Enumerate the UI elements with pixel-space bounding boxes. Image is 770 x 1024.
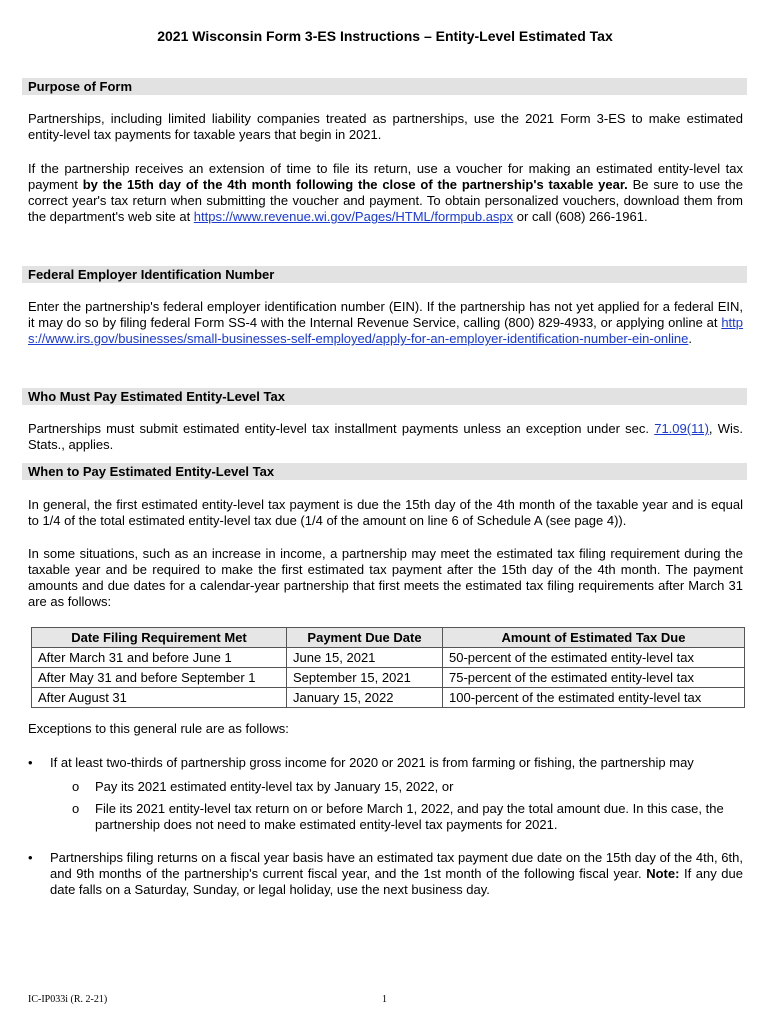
table-row: [32, 688, 745, 708]
purpose-paragraph-2: [28, 161, 743, 225]
when-paragraph-1: In general, the first estimated entity-level tax payment is due the 15th day of the 4th month of the taxable year and is equal to 1/4 of the total estimated entity-level tax due (1/4 of the amount on line 6 of Schedule A (see page 4)).: [28, 497, 743, 528]
sub-bullet-marker: o: [72, 801, 80, 816]
section-heading-fein: Federal Employer Identification Number: [22, 266, 747, 283]
purpose-p2-text-a: If the partnership receives an extension of time to file its return, use a voucher for making an estimated entity-level tax payment: [28, 161, 743, 192]
exceptions-intro: Exceptions to this general rule are as follows:: [28, 721, 289, 736]
purpose-p2-text-b: Be sure to use the correct year's tax return when submitting the voucher and payment. To obtain personalized vouchers, download them from the department's web site at: [28, 177, 743, 224]
form-id-footer: IC-IP033i (R. 2-21): [28, 994, 108, 1005]
table-header-cell: Date Filing Requirement Met: [32, 628, 287, 648]
irs-ein-online-link[interactable]: https://www.irs.gov/businesses/small-businesses-self-employed/apply-for-an-employer-identification-number-ein-online: [28, 315, 743, 346]
who-text-b: , Wis. Stats., applies.: [28, 421, 743, 452]
table-cell: 75-percent of the estimated entity-level tax: [443, 668, 745, 688]
bullet-marker: •: [28, 755, 33, 770]
bullet-2-text: Partnerships filing returns on a fiscal year basis have an estimated tax payment due date on the 15th day of the 4th, 6th, and 9th months of the partnership's current fiscal year, and the 1st month of the following fiscal year.: [50, 850, 743, 881]
section-heading-purpose: Purpose of Form: [22, 78, 747, 95]
revenue-formpub-link[interactable]: https://www.revenue.wi.gov/Pages/HTML/formpub.aspx: [193, 209, 514, 224]
page-title: 2021 Wisconsin Form 3-ES Instructions – Entity-Level Estimated Tax: [157, 28, 613, 44]
exception-bullet-1-text: If at least two-thirds of partnership gross income for 2020 or 2021 is from farming or fishing, the partnership may: [50, 755, 694, 770]
exception-sub-item-1-text: Pay its 2021 estimated entity-level tax by January 15, 2022, or: [95, 779, 454, 794]
table-header-cell: Amount of Estimated Tax Due: [443, 628, 745, 648]
table-header-row: [32, 628, 745, 648]
table-row: [32, 668, 745, 688]
table-header-cell: Payment Due Date: [287, 628, 443, 648]
table-cell: 100-percent of the estimated entity-level tax: [443, 688, 745, 708]
section-heading-who: Who Must Pay Estimated Entity-Level Tax: [22, 388, 747, 405]
table-cell: June 15, 2021: [287, 648, 443, 668]
exception-bullet-2: [28, 850, 743, 898]
table-cell: After March 31 and before June 1: [32, 648, 287, 668]
section-heading-when: When to Pay Estimated Entity-Level Tax: [22, 463, 747, 480]
table-cell: After May 31 and before September 1: [32, 668, 287, 688]
table-cell: After August 31: [32, 688, 287, 708]
who-paragraph: [28, 421, 743, 453]
when-paragraph-2: In some situations, such as an increase in income, a partnership may meet the estimated tax filing requirement during the taxable year and be required to make the first estimated tax payment after the 15th day of the 4th month. The payment amounts and due dates for a calendar-year partnership that first meets the estimated tax filing requirements after March 31 are as follows:: [28, 546, 743, 609]
fein-text-b: .: [688, 331, 693, 346]
bullet-marker: •: [28, 850, 33, 865]
table-row: [32, 648, 745, 668]
sub-bullet-marker: o: [72, 779, 80, 794]
table-cell: January 15, 2022: [287, 688, 443, 708]
purpose-p2-text-c: or call (608) 266-1961.: [513, 209, 648, 224]
note-text: If any due date falls on a Saturday, Sunday, or legal holiday, use the next business day.: [50, 866, 743, 897]
exception-sub-item-1: [72, 779, 743, 795]
exception-sub-item-2-text: File its 2021 entity-level tax return on or before March 1, 2022, and pay the total amount due. In this case, the partnership does not need to make estimated entity-level tax payments for 2021.: [95, 801, 724, 832]
fein-text-a: Enter the partnership's federal employer identification number (EIN). If the partnership has not yet applied for a federal EIN, it may do so by filing federal Form SS-4 with the Internal Revenue Service, calling (800) 829-4933, or applying online at: [28, 299, 743, 330]
note-label: Note:: [646, 866, 680, 881]
table-cell: September 15, 2021: [287, 668, 443, 688]
due-dates-table: [31, 627, 745, 708]
exception-bullet-2-text: [50, 850, 743, 898]
table-cell: 50-percent of the estimated entity-level tax: [443, 648, 745, 668]
page-number: 1: [382, 994, 387, 1005]
exception-sub-item-2: [72, 801, 743, 833]
statute-71-09-11-link[interactable]: 71.09(11): [654, 421, 709, 436]
fein-paragraph: [28, 299, 743, 347]
purpose-p2-bold: by the 15th day of the 4th month following the close of the partnership's taxable year.: [82, 177, 628, 192]
who-text-a: Partnerships must submit estimated entity-level tax installment payments unless an exception under sec.: [28, 421, 655, 436]
exception-bullet-1: [28, 755, 743, 771]
purpose-paragraph-1: Partnerships, including limited liability companies treated as partnerships, use the 2021 Form 3-ES to make estimated entity-level tax payments for taxable years that begin in 2021.: [28, 111, 743, 142]
